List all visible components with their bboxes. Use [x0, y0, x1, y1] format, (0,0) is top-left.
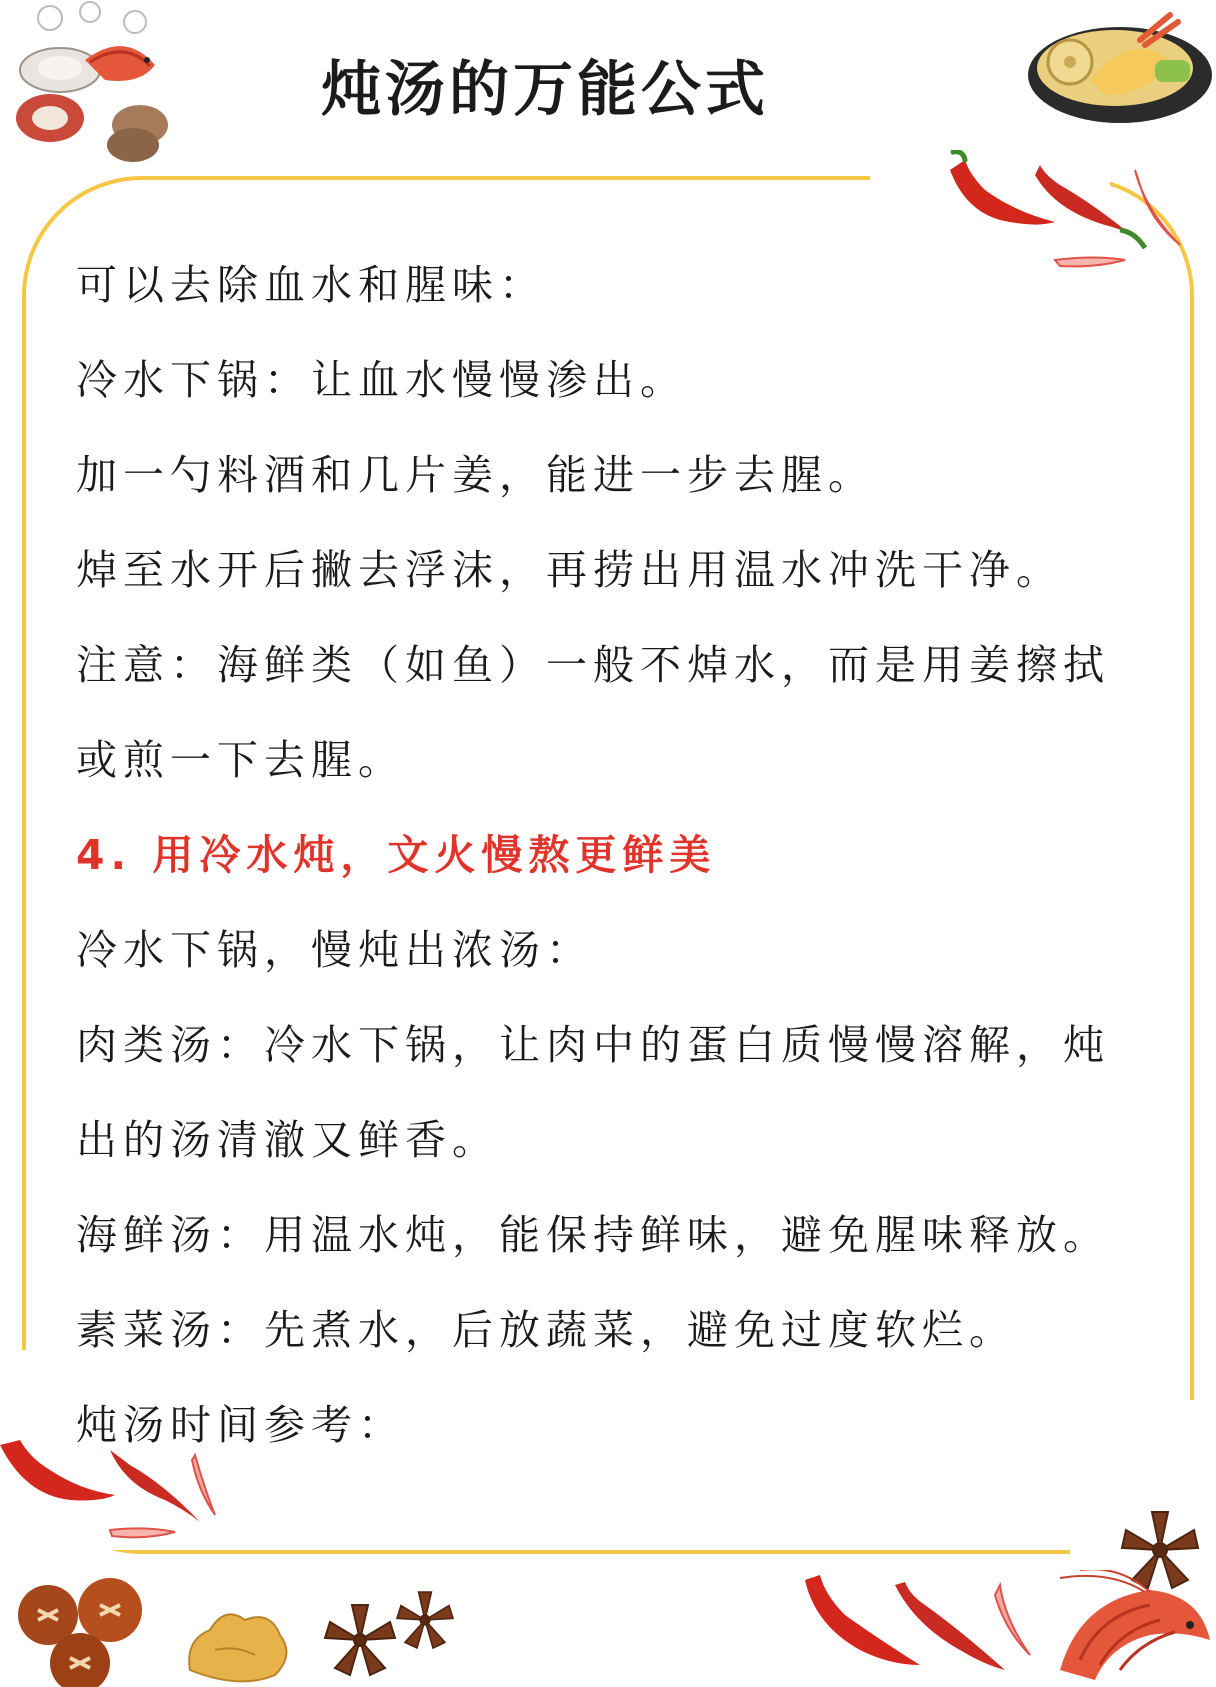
text-line: 炖汤时间参考：: [76, 1401, 405, 1449]
star-anise-illustration: [320, 1580, 470, 1687]
chili-pepper-illustration: [800, 1570, 1050, 1687]
text-line: 注意：海鲜类（如鱼）一般不焯水，而是用姜擦拭: [76, 641, 1110, 689]
text-line: 冷水下锅：让血水慢慢渗出。: [76, 356, 687, 404]
text-line: 出的汤清澈又鲜香。: [76, 1116, 499, 1164]
page-title: 炖汤的万能公式: [321, 55, 769, 125]
text-line: 海鲜汤：用温水炖，能保持鲜味，避免腥味释放。: [76, 1211, 1110, 1259]
chili-pepper-illustration: [0, 1440, 220, 1560]
ginger-illustration: [180, 1600, 300, 1687]
text-line: 肉类汤：冷水下锅，让肉中的蛋白质慢慢溶解，炖: [76, 1021, 1110, 1069]
text-line: 素菜汤：先煮水，后放蔬菜，避免过度软烂。: [76, 1306, 1016, 1354]
text-line: 加一勺料酒和几片姜，能进一步去腥。: [76, 451, 875, 499]
text-line: 冷水下锅，慢炖出浓汤：: [76, 926, 593, 974]
shrimp-illustration: [1040, 1570, 1216, 1687]
chili-pepper-illustration: [945, 150, 1205, 290]
text-line: 或煎一下去腥。: [76, 736, 405, 784]
section-heading: 4. 用冷水炖，文火慢熬更鲜美: [76, 831, 717, 879]
shiitake-mushroom-illustration: [10, 1565, 170, 1687]
text-line: 焯至水开后撇去浮沫，再捞出用温水冲洗干净。: [76, 546, 1063, 594]
tempura-plate-illustration: [1020, 0, 1216, 135]
seafood-illustration: [5, 0, 180, 170]
article-body: [76, 255, 1136, 1490]
text-line: 可以去除血水和腥味：: [76, 261, 546, 309]
